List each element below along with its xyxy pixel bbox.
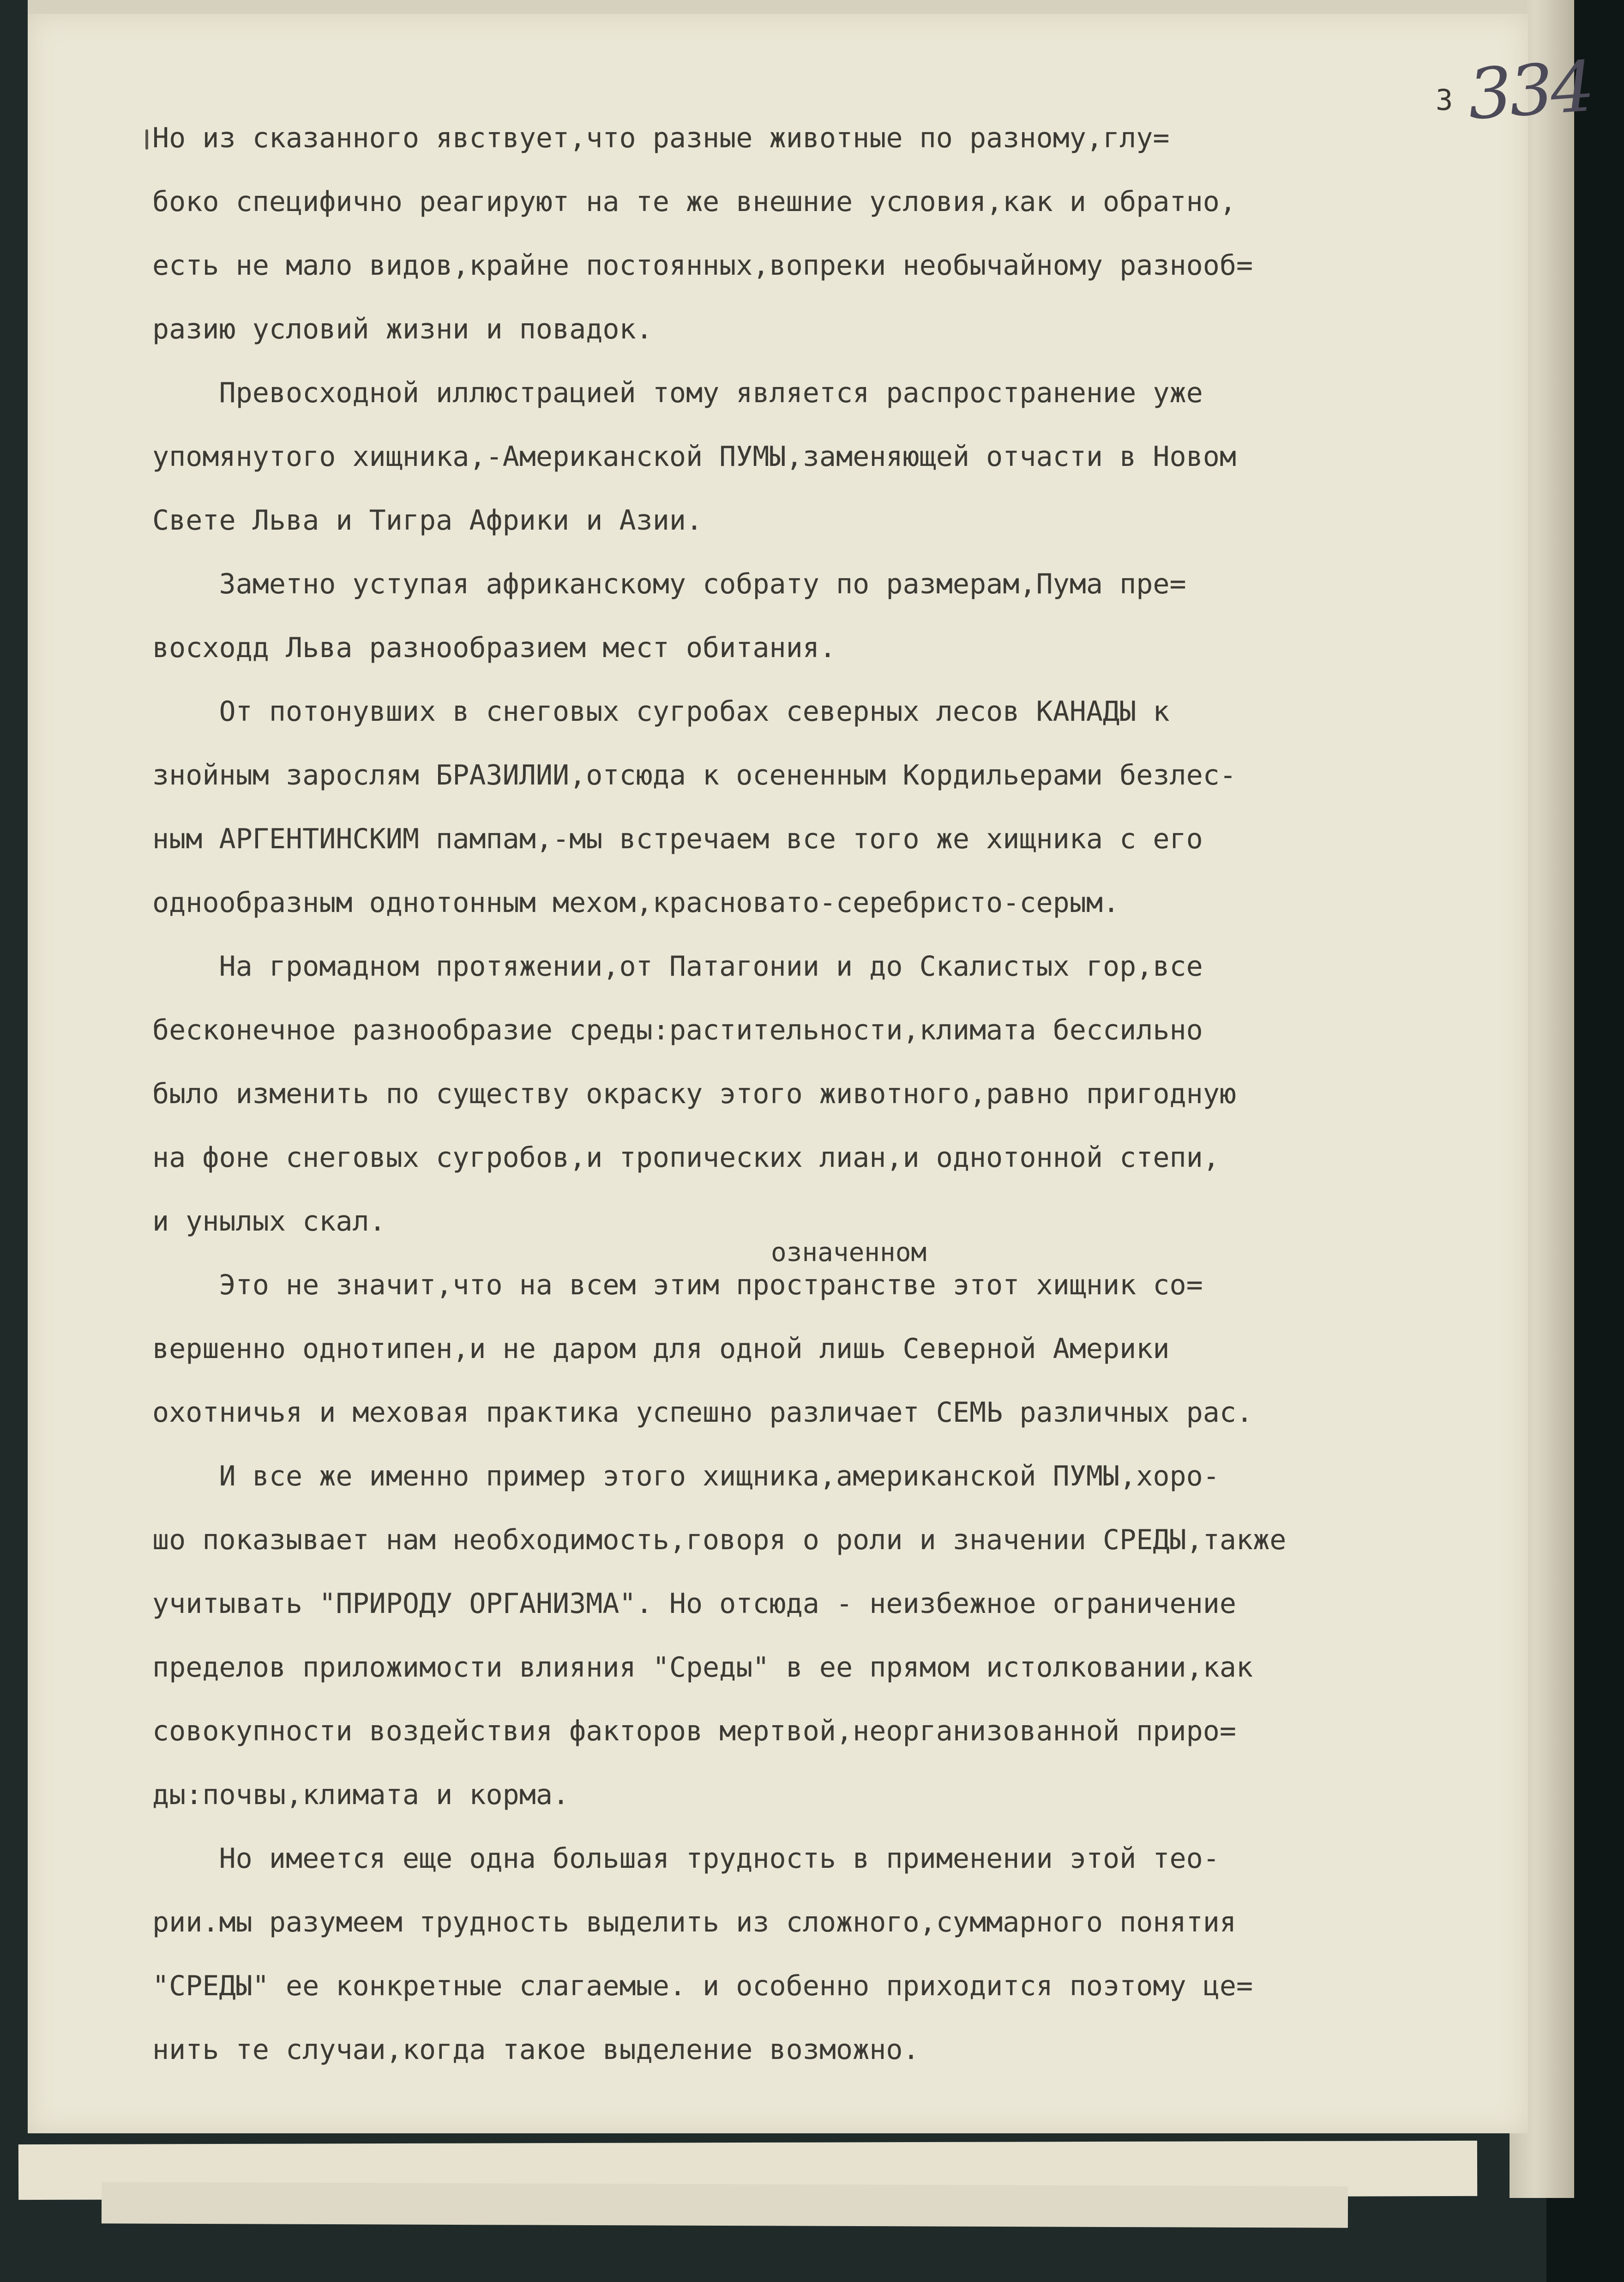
text-line: совокупности воздействия факторов мертвой,неорганизованной приро=: [152, 1715, 1236, 1747]
text-line: Но имеется еще одна большая трудность в применении этой тео-: [152, 1842, 1220, 1875]
text-line: бесконечное разнообразие среды:растительности,климата бессильно: [152, 1014, 1203, 1046]
text-line: разию условий жизни и повадок.: [152, 313, 653, 345]
text-line: однообразным однотонным мехом,красновато-серебристо-серым.: [152, 887, 1120, 919]
text-line: Это не значит,что на всем этим пространстве этот хищник со=: [152, 1269, 1203, 1301]
text-line: пределов приложимости влияния "Среды" в ее прямом истолковании,как: [152, 1651, 1253, 1684]
text-line: учитывать "ПРИРОДУ ОРГАНИЗМА". Но отсюда - неизбежное ограничение: [152, 1588, 1236, 1620]
typewritten-page: [28, 14, 1595, 2133]
text-line: "СРЕДЫ" ее конкретные слагаемые. и особенно приходится поэтому це=: [152, 1970, 1253, 2002]
text-line: Но из сказанного явствует,что разные животные по разному,глу=: [152, 122, 1170, 154]
text-line: знойным зарослям БРАЗИЛИИ,отсюда к осененным Кордильерами безлес-: [152, 759, 1236, 791]
text-line: рии.мы разумеем трудность выделить из сложного,суммарного понятия: [152, 1906, 1236, 1938]
margin-mark: [145, 129, 148, 150]
handwritten-insertion: означенном: [771, 1238, 927, 1268]
text-line: упомянутого хищника,-Американской ПУМЫ,заменяющей отчасти в Новом: [152, 441, 1236, 473]
text-line: нить те случаи,когда такое выделение возможно.: [152, 2034, 920, 2066]
text-line: шо показывает нам необходимость,говоря о роли и значении СРЕДЫ,также: [152, 1524, 1287, 1556]
text-line: на фоне снеговых сугробов,и тропических лиан,и однотонной степи,: [152, 1141, 1220, 1174]
text-line: И все же именно пример этого хищника,американской ПУМЫ,хоро-: [152, 1460, 1220, 1492]
text-line: и унылых скал.: [152, 1205, 386, 1238]
underlying-sheet-bottom-2: [102, 2182, 1348, 2228]
text-line: охотничья и меховая практика успешно различает СЕМЬ различных рас.: [152, 1396, 1253, 1429]
text-line: ным АРГЕНТИНСКИМ пампам,-мы встречаем все того же хищника с его: [152, 823, 1203, 855]
text-line: ды:почвы,климата и корма.: [152, 1779, 570, 1811]
text-line: есть не мало видов,крайне постоянных,вопреки необычайному разнооб=: [152, 249, 1253, 282]
page-number: 3: [1436, 83, 1453, 117]
page-body: [152, 106, 1519, 2082]
text-line: Заметно уступая африканскому собрату по размерам,Пума пре=: [152, 568, 1186, 600]
text-line: Свете Льва и Тигра Африки и Азии.: [152, 504, 703, 537]
text-line: вершенно однотипен,и не даром для одной лишь Северной Америки: [152, 1333, 1170, 1365]
archive-page-number: 334: [1465, 46, 1595, 136]
text-line: было изменить по существу окраску этого животного,равно пригодную: [152, 1078, 1236, 1110]
text-line: На громадном протяжении,от Патагонии и до Скалистых гор,все: [152, 950, 1203, 983]
text-line: От потонувших в снеговых сугробах северных лесов КАНАДЫ к: [152, 695, 1170, 728]
text-line: боко специфично реагируют на те же внешние условия,как и обратно,: [152, 186, 1236, 218]
text-line: восходд Льва разнообразием мест обитания.: [152, 632, 836, 664]
text-line: Превосходной иллюстрацией тому является распространение уже: [152, 377, 1203, 409]
